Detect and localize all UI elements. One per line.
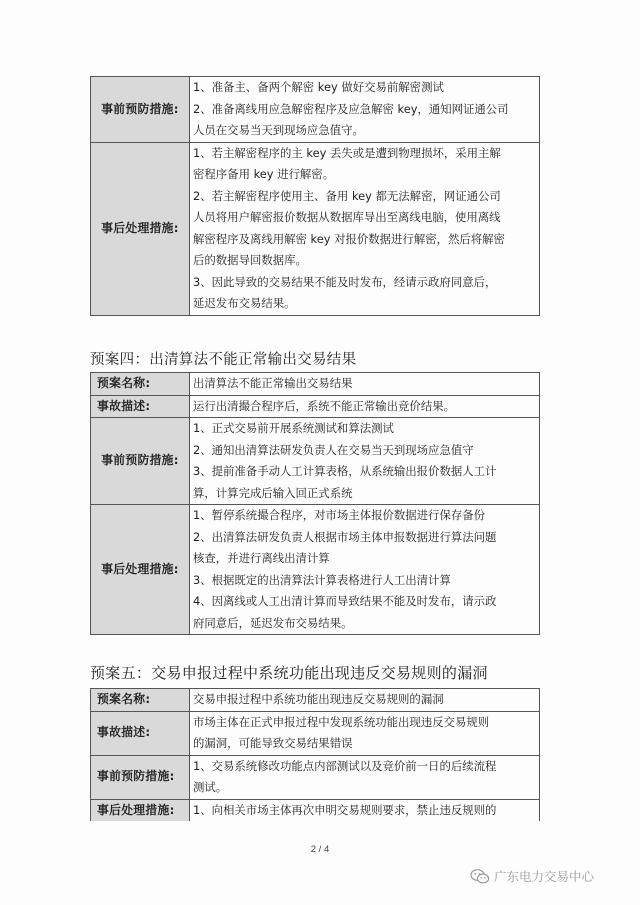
- after-text: 1、若主解密程序的主 key 丢失或是遭到物理损坏，采用主解 密程序备用 key 进行解密。 2、若主解密程序使用主、备用 key 都无法解密，网证通公司 人员将用户解密报价数据从数据库导出至离线电脑，使用离线 解密程序及离线用解密 key 对报价数据进行解密，然后将解密 后的数据导回数据库。 3、因此导致的交易结果不能及时发布，经请示政府同意后， 延迟发布交易结果。: [190, 142, 540, 315]
- page-number: 2 / 4: [310, 844, 330, 855]
- table-row: [91, 689, 540, 712]
- after-label: 事后处理措施:: [91, 799, 190, 821]
- plan3-table: [90, 76, 540, 316]
- table-row: [91, 373, 540, 396]
- name-value: 交易申报过程中系统功能出现违反交易规则的漏洞: [190, 689, 540, 712]
- accident-value: 运行出清撮合程序后，系统不能正常输出竞价结果。: [190, 395, 540, 418]
- after-text: 1、向相关市场主体再次申明交易规则要求，禁止违反规则的: [190, 799, 540, 821]
- after-label: 事后处理措施:: [91, 505, 190, 635]
- wechat-icon: [470, 868, 490, 885]
- name-value: 出清算法不能正常输出交易结果: [190, 373, 540, 396]
- table-row: [91, 395, 540, 418]
- watermark-text: 广东电力交易中心: [494, 869, 595, 884]
- table-row: [91, 755, 540, 799]
- after-text: 1、暂停系统撮合程序，对市场主体报价数据进行保存备份 2、出清算法研发负责人根据市场主体申报数据进行算法问题 核查，并进行离线出清计算 3、根据既定的出清算法计算表格进行人工出清计算 4、因离线或人工出清计算而导致结果不能及时发布，请示政 府同意后，延迟发布交易结果。: [190, 505, 540, 635]
- table-row: [91, 142, 540, 315]
- accident-value: 市场主体在正式申报过程中发现系统功能出现违反交易规则 的漏洞，可能导致交易结果错误: [190, 711, 540, 755]
- prevent-text: 1、交易系统修改功能点内部测试以及竞价前一日的后续流程 测试。: [190, 755, 540, 799]
- table-row: [91, 799, 540, 821]
- table-row: [91, 711, 540, 755]
- name-label: 预案名称:: [91, 689, 190, 712]
- prevent-label: 事前预防措施:: [91, 418, 190, 505]
- prevent-label: 事前预防措施:: [91, 755, 190, 799]
- table-row: [91, 77, 540, 143]
- prevent-text: 1、准备主、备两个解密 key 做好交易前解密测试 2、准备离线用应急解密程序及应急解密 key，通知网证通公司 人员在交易当天到现场应急值守。: [190, 77, 540, 143]
- plan5-heading: 预案五：交易申报过程中系统功能出现违反交易规则的漏洞: [90, 664, 488, 682]
- name-label: 预案名称:: [91, 373, 190, 396]
- prevent-text: 1、正式交易前开展系统测试和算法测试 2、通知出清算法研发负责人在交易当天到现场应急值守 3、提前准备手动人工计算表格，从系统输出报价数据人工计 算，计算完成后输入回正式系统: [190, 418, 540, 505]
- plan4-heading: 预案四：出清算法不能正常输出交易结果: [90, 352, 357, 368]
- accident-label: 事故描述:: [91, 395, 190, 418]
- after-label: 事后处理措施:: [91, 142, 190, 315]
- table-row: [91, 505, 540, 635]
- prevent-label: 事前预防措施:: [91, 77, 190, 143]
- table-row: [91, 418, 540, 505]
- accident-label: 事故描述:: [91, 711, 190, 755]
- plan5-table: [90, 688, 540, 821]
- plan4-table: [90, 372, 540, 635]
- watermark: [470, 864, 594, 888]
